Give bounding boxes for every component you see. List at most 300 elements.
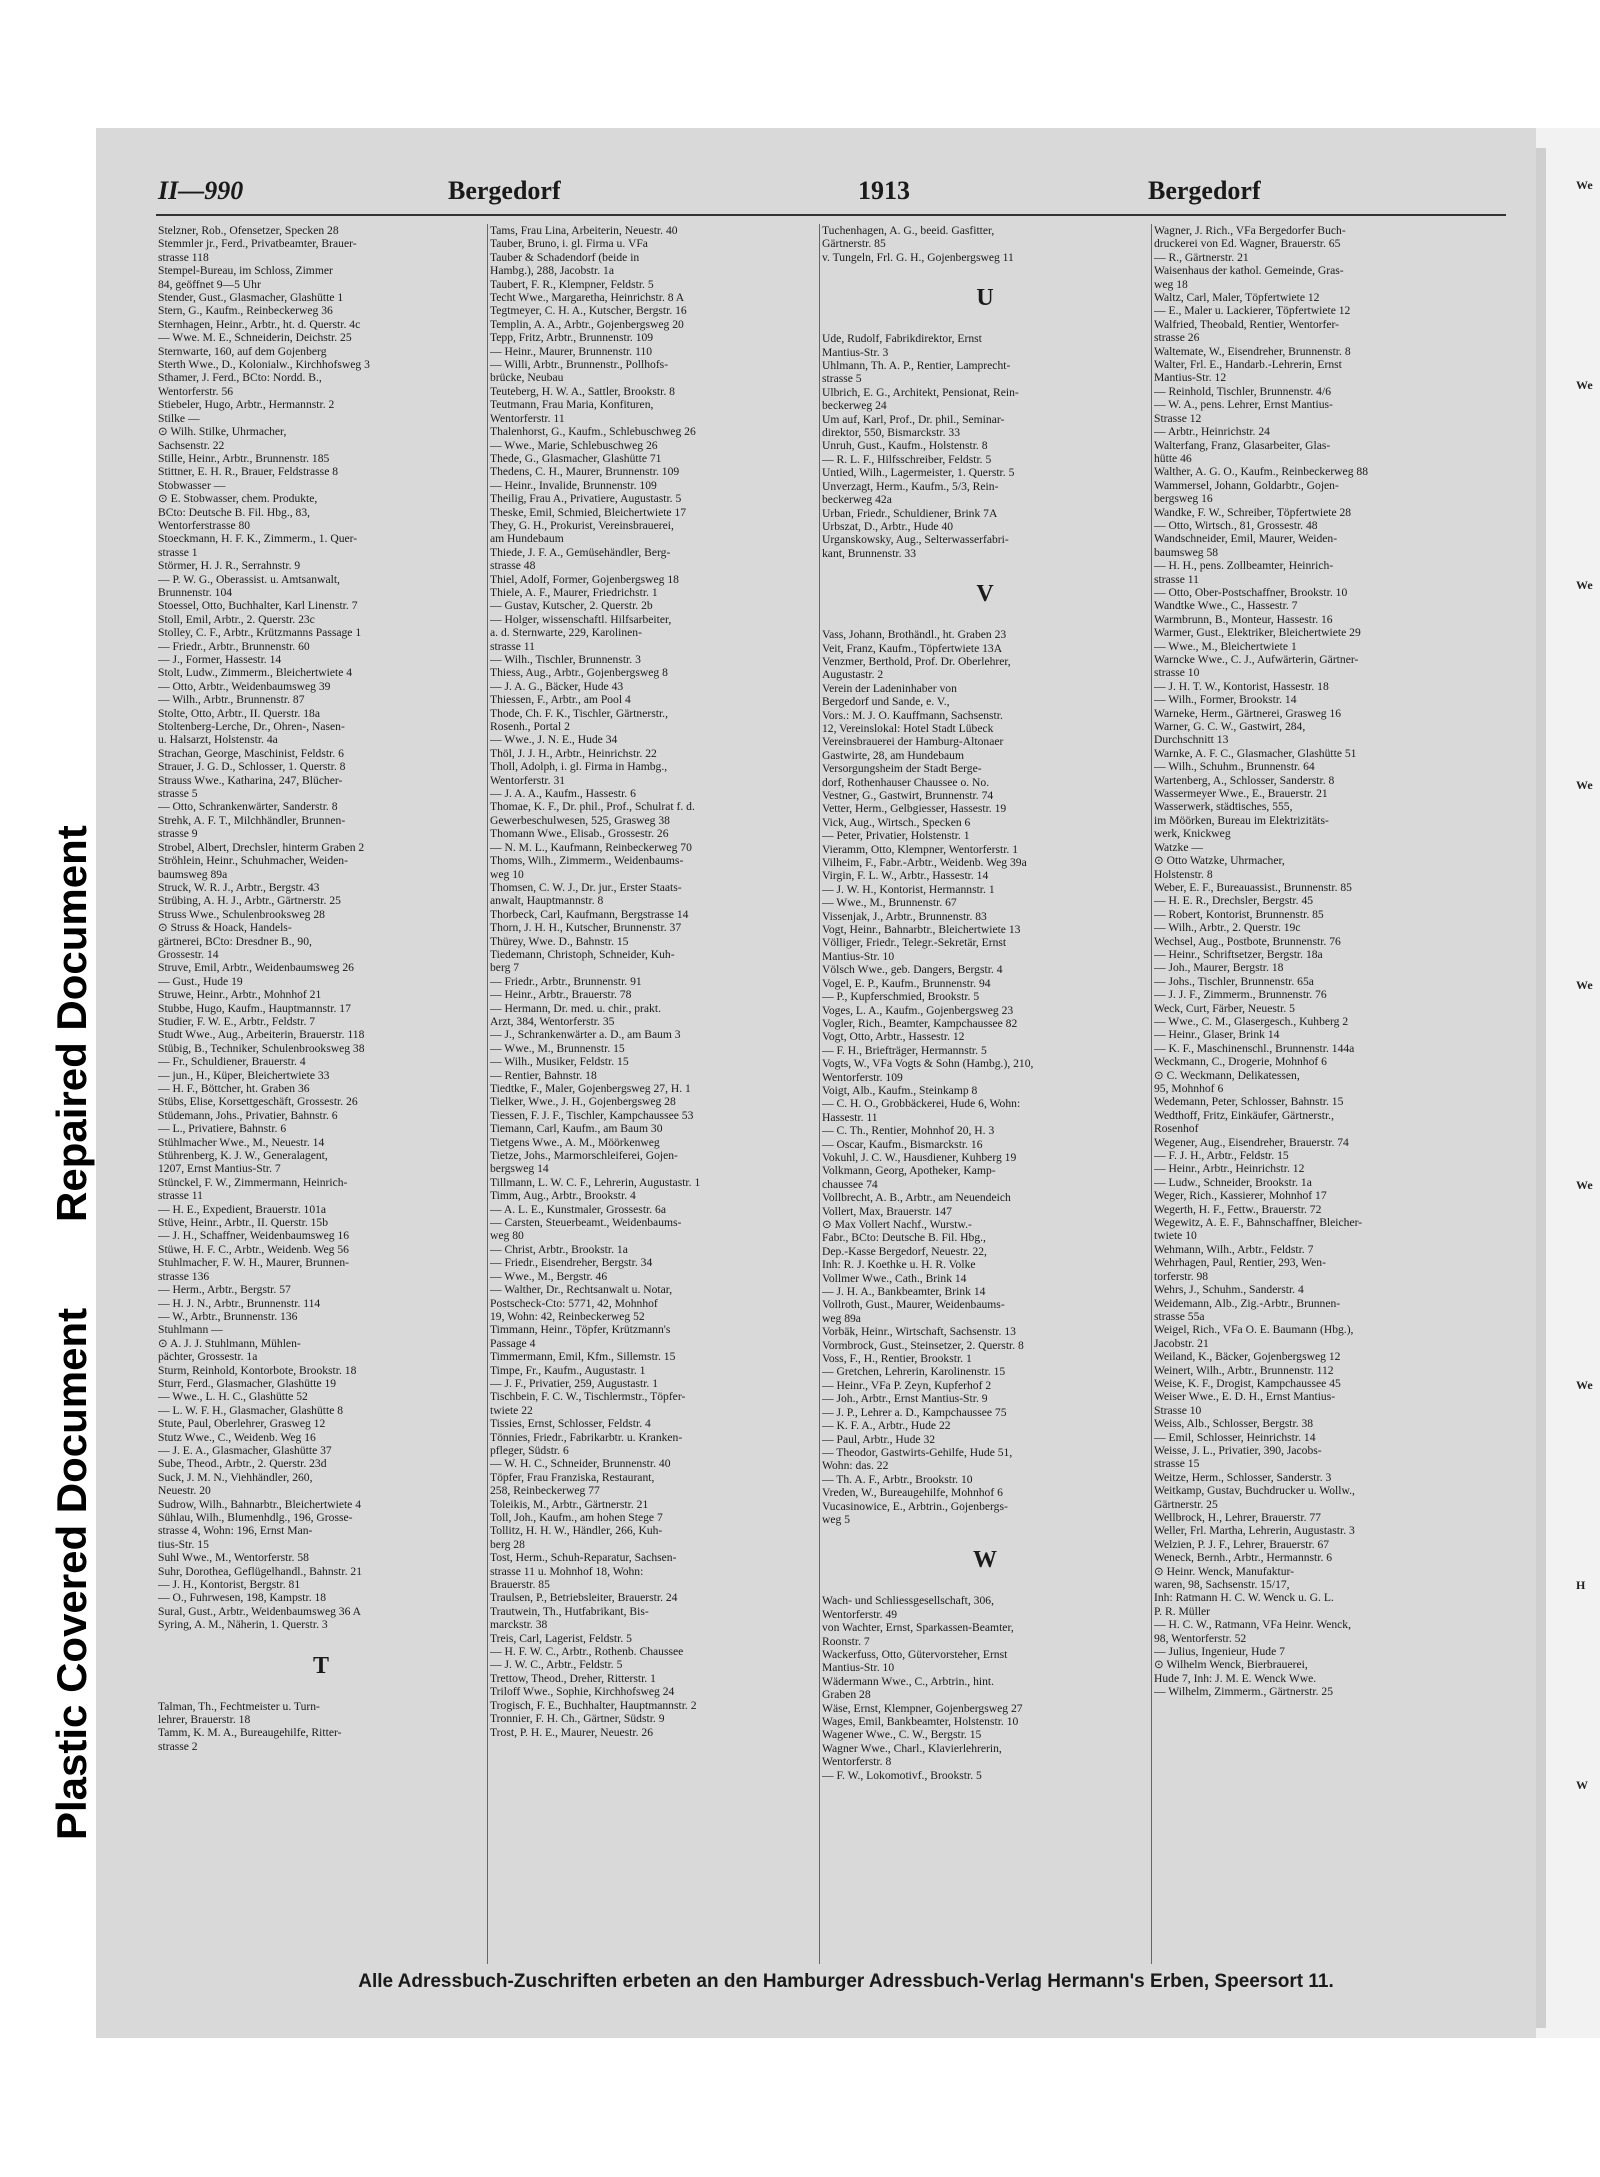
directory-entry: Stoll, Emil, Arbtr., 2. Querstr. 23c — [158, 612, 315, 626]
directory-entry: — Wwe., M., Brunnenstr. 67 — [822, 896, 957, 910]
directory-entry: Holstenstr. 8 — [1154, 867, 1213, 881]
directory-entry: — H. C. W., Ratmann, VFa Heinr. Wenck, — [1154, 1618, 1352, 1632]
directory-entry: Thode, Ch. F. K., Tischler, Gärtnerstr., — [490, 706, 668, 720]
directory-entry: — Heinr., VFa P. Zeyn, Kupferhof 2 — [822, 1378, 992, 1392]
directory-entry: strasse 9 — [158, 827, 198, 841]
directory-entry: Thomann Wwe., Elisab., Grossestr. 26 — [490, 827, 669, 841]
directory-entry: Verein der Ladeninhaber von — [822, 681, 957, 695]
directory-entry: Wäse, Ernst, Klempner, Gojenbergsweg 27 — [822, 1701, 1023, 1715]
directory-entry: Stuhlmann — — [158, 1323, 223, 1337]
directory-entry: kant, Brunnenstr. 33 — [822, 546, 917, 560]
directory-entry: — Joh., Arbtr., Ernst Mantius-Str. 9 — [822, 1392, 988, 1406]
directory-entry: — Wwe., M., Brunnenstr. 15 — [490, 1041, 625, 1055]
adjacent-page-fragment: We — [1576, 1378, 1593, 1392]
directory-entry: Warneke, Herm., Gärtnerei, Grasweg 16 — [1154, 706, 1342, 720]
directory-entry: — Otto, Wirtsch., 81, Grossestr. 48 — [1154, 518, 1318, 532]
directory-entry: — Willi, Arbtr., Brunnenstr., Pollhofs- — [490, 358, 669, 372]
directory-entry: — W. A., pens. Lehrer, Ernst Mantius- — [1154, 398, 1333, 412]
directory-entry: — L. W. F. H., Glasmacher, Glashütte 8 — [158, 1403, 344, 1417]
directory-entry: They, G. H., Prokurist, Vereinsbrauerei, — [490, 518, 674, 532]
directory-entry: Wackerfuss, Otto, Gütervorsteher, Ernst — [822, 1647, 1008, 1661]
directory-entry: Wasserwerk, städtisches, 555, — [1154, 800, 1293, 814]
directory-entry: — Heinr., Maurer, Brunnenstr. 110 — [490, 344, 653, 358]
directory-entry: Vollroth, Gust., Maurer, Weidenbaums- — [822, 1298, 1005, 1312]
directory-entry: strasse 136 — [158, 1269, 210, 1283]
directory-entry: pfleger, Südstr. 6 — [490, 1443, 569, 1457]
directory-entry: weg 18 — [1154, 277, 1188, 291]
directory-entry: Uhlmann, Th. A. P., Rentier, Lamprecht- — [822, 359, 1011, 373]
directory-entry: Wohn: das. 22 — [822, 1459, 889, 1473]
directory-entry: — Ludw., Schneider, Brookstr. 1a — [1154, 1175, 1312, 1189]
directory-entry: Völliger, Friedr., Telegr.-Sekretär, Ernst — [822, 936, 1007, 950]
directory-entry: — Wilh., Arbtr., Brunnenstr. 87 — [158, 693, 305, 707]
directory-entry: — Heinr., Schriftsetzer, Bergstr. 18a — [1154, 947, 1323, 961]
directory-entry: Tronnier, F. H. Ch., Gärtner, Südstr. 9 — [490, 1712, 665, 1726]
directory-entry: Urbszat, D., Arbtr., Hude 40 — [822, 519, 954, 533]
directory-entry: — Wwe., C. M., Glasergesch., Kuhberg 2 — [1154, 1014, 1349, 1028]
directory-entry: Weitkamp, Gustav, Buchdrucker u. Wollw., — [1154, 1484, 1355, 1498]
adjacent-page-fragment: We — [1576, 978, 1593, 992]
directory-entry: — H. H., pens. Zollbeamter, Heinrich- — [1154, 559, 1334, 573]
adjacent-page-fragment: We — [1576, 178, 1593, 192]
page-year: 1913 — [858, 176, 910, 205]
directory-entry: Wegerth, H. F., Fettw., Brauerstr. 72 — [1154, 1202, 1322, 1216]
directory-entry: Grossestr. 14 — [158, 947, 219, 961]
directory-entry: Stübig, B., Techniker, Schulenbrooksweg 38 — [158, 1041, 365, 1055]
directory-entry: Teutmann, Frau Maria, Konfituren, — [490, 398, 654, 412]
directory-entry: Wechsel, Aug., Postbote, Brunnenstr. 76 — [1154, 934, 1341, 948]
directory-entry: — J., Schrankenwärter a. D., am Baum 3 — [490, 1028, 681, 1042]
directory-entry: direktor, 550, Bismarckstr. 33 — [822, 426, 960, 440]
directory-entry: Vissenjak, J., Arbtr., Brunnenstr. 83 — [822, 909, 987, 923]
directory-entry: — K. F., Maschinenschl., Brunnenstr. 144a — [1154, 1041, 1355, 1055]
directory-entry: Weneck, Bernh., Arbtr., Hermannstr. 6 — [1154, 1551, 1333, 1565]
directory-entry: Thomsen, C. W. J., Dr. jur., Erster Staats- — [490, 880, 682, 894]
directory-entry: Stoltenberg-Lerche, Dr., Ohren-, Nasen- — [158, 720, 345, 734]
directory-entry: Virgin, F. L. W., Arbtr., Hassestr. 14 — [822, 869, 989, 883]
directory-entry: Gewerbeschulwesen, 525, Grasweg 38 — [490, 813, 670, 827]
directory-entry: Stoeckmann, H. F. K., Zimmerm., 1. Quer- — [158, 532, 358, 546]
directory-entry: — N. M. L., Kaufmann, Reinbeckerweg 70 — [490, 840, 692, 854]
directory-entry: — F. W., Lokomotivf., Brookstr. 5 — [822, 1768, 982, 1782]
directory-entry: Studt Wwe., Aug., Arbeiterin, Brauerstr. 118 — [158, 1028, 365, 1042]
directory-entry: Vollbrecht, A. B., Arbtr., am Neuendeich — [822, 1191, 1011, 1205]
directory-entry: Stolte, Otto, Arbtr., II. Querstr. 18a — [158, 706, 320, 720]
directory-entry: Sturm, Reinhold, Kontorbote, Brookstr. 18 — [158, 1363, 357, 1377]
directory-entry: — F. J. H., Arbtr., Feldstr. 15 — [1154, 1149, 1289, 1163]
directory-entry: — Th. A. F., Arbtr., Brookstr. 10 — [822, 1472, 973, 1486]
directory-entry: strasse 11 — [158, 1189, 203, 1203]
directory-entry: — Reinhold, Tischler, Brunnenstr. 4/6 — [1154, 384, 1331, 398]
directory-entry: Trettow, Theod., Dreher, Ritterstr. 1 — [490, 1671, 656, 1685]
directory-entry: torferstr. 98 — [1154, 1269, 1209, 1283]
directory-entry: Wedthoff, Fritz, Einkäufer, Gärtnerstr., — [1154, 1108, 1334, 1122]
directory-entry: Thorbeck, Carl, Kaufmann, Bergstrasse 14 — [490, 907, 689, 921]
directory-entry: Vormbrock, Gust., Steinsetzer, 2. Querstr. 8 — [822, 1338, 1024, 1352]
directory-entry: Rosenh., Portal 2 — [490, 720, 570, 734]
directory-entry: Passage 4 — [490, 1336, 536, 1350]
directory-entry: — Paul, Arbtr., Hude 32 — [822, 1432, 936, 1446]
directory-entry: Techt Wwe., Margaretha, Heinrichstr. 8 A — [490, 291, 685, 305]
directory-entry: baumsweg 89a — [158, 867, 228, 881]
directory-entry: Warner, G. C. W., Gastwirt, 284, — [1154, 720, 1306, 734]
directory-entry: Tiemann, Carl, Kaufm., am Baum 30 — [490, 1122, 663, 1136]
directory-entry: Tollitz, H. H. W., Händler, 266, Kuh- — [490, 1524, 663, 1538]
directory-entry: Vereinsbrauerei der Hamburg-Altonaer — [822, 735, 1004, 749]
directory-entry: Strobel, Albert, Drechsler, hinterm Graben 2 — [158, 840, 365, 854]
directory-entry: ⊙ Otto Watzke, Uhrmacher, — [1154, 854, 1285, 868]
directory-entry: 1207, Ernst Mantius-Str. 7 — [158, 1162, 281, 1176]
directory-entry: — Wwe., L. H. C., Glashütte 52 — [158, 1390, 308, 1404]
directory-entry: Wages, Emil, Bankbeamter, Holstenstr. 10 — [822, 1715, 1019, 1728]
directory-entry: Postscheck-Cto: 5771, 42, Mohnhof — [490, 1296, 658, 1310]
directory-entry: — Fr., Schuldiener, Brauerstr. 4 — [158, 1055, 306, 1069]
directory-entry: Gärtnerstr. 85 — [822, 237, 886, 251]
directory-entry: — Gretchen, Lehrerin, Karolinenstr. 15 — [822, 1365, 1006, 1379]
directory-entry: Stüve, Heinr., Arbtr., II. Querstr. 15b — [158, 1216, 329, 1230]
directory-entry: Wagener Wwe., C. W., Bergstr. 15 — [822, 1728, 982, 1742]
directory-entry: Tielker, Wwe., J. H., Gojenbergsweg 28 — [490, 1095, 676, 1109]
directory-entry: waren, 98, Sachsenstr. 15/17, — [1154, 1578, 1290, 1592]
directory-entry: Tillmann, L. W. C. F., Lehrerin, Augustastr. 1 — [490, 1175, 701, 1189]
directory-entry: Mantius-Str. 12 — [1154, 371, 1227, 385]
directory-entry: — J. W. C., Arbtr., Feldstr. 5 — [490, 1658, 623, 1672]
directory-entry: Wartenberg, A., Schlosser, Sanderstr. 8 — [1154, 773, 1335, 787]
directory-entry: Wammersel, Johann, Goldarbtr., Gojen- — [1154, 478, 1339, 492]
directory-entry: Struve, Emil, Arbtr., Weidenbaumsweg 26 — [158, 961, 354, 975]
page-gutter — [1536, 148, 1546, 2028]
directory-entry: Waltz, Carl, Maler, Töpfertwiete 12 — [1154, 291, 1320, 305]
directory-entry: — Hermann, Dr. med. u. chir., prakt. — [490, 1001, 661, 1015]
directory-entry: Vestner, G., Gastwirt, Brunnenstr. 74 — [822, 789, 994, 802]
directory-entry: — J. E. A., Glasmacher, Glashütte 37 — [158, 1443, 332, 1457]
directory-entry: Timmermann, Emil, Kfm., Sillemstr. 15 — [490, 1350, 676, 1364]
directory-entry: strasse 1 — [158, 545, 198, 559]
directory-entry: Tischbein, F. C. W., Tischlermstr., Töpfer- — [490, 1390, 686, 1404]
directory-entry: a. d. Sternwarte, 229, Karolinen- — [490, 626, 642, 640]
directory-entry: Wentorferstr. 31 — [490, 773, 566, 787]
directory-entry: werk, Knickweg — [1154, 827, 1231, 841]
directory-entry: marckstr. 38 — [490, 1618, 548, 1632]
directory-entry: — J. P., Lehrer a. D., Kampchaussee 75 — [822, 1405, 1007, 1419]
directory-entry: — P. W. G., Oberassist. u. Amtsanwalt, — [158, 572, 340, 586]
directory-entry: Volkmann, Georg, Apotheker, Kamp- — [822, 1164, 996, 1178]
directory-entry: Strauer, J. G. D., Schlosser, 1. Querstr. 8 — [158, 760, 346, 774]
directory-entry: Welzien, P. J. F., Lehrer, Brauerstr. 67 — [1154, 1537, 1330, 1551]
directory-entry: Voss, F., H., Rentier, Brookstr. 1 — [822, 1352, 972, 1366]
directory-entry: — Herm., Arbtr., Bergstr. 57 — [158, 1283, 291, 1297]
directory-entry: Thöl, J. J. H., Arbtr., Heinrichstr. 22 — [490, 746, 657, 760]
section-letter: V — [976, 581, 994, 608]
directory-entry: Tuchenhagen, A. G., beeid. Gasfitter, — [822, 224, 995, 237]
adjacent-page-fragment: W — [1576, 1778, 1588, 1792]
directory-entry: Wellbrock, H., Lehrer, Brauerstr. 77 — [1154, 1511, 1321, 1524]
directory-entry: Templin, A. A., Arbtr., Gojenbergsweg 20 — [490, 317, 684, 331]
directory-entry: Suck, J. M. N., Viehhändler, 260, — [158, 1470, 313, 1484]
directory-entry: — C. Th., Rentier, Mohnhof 20, H. 3 — [822, 1124, 995, 1138]
left-running-title: Bergedorf — [448, 176, 561, 205]
directory-entry: ⊙ Wilhelm Wenck, Bierbrauerei, — [1154, 1658, 1308, 1672]
directory-entry: Warncke Wwe., C. J., Aufwärterin, Gärtner- — [1154, 653, 1359, 666]
directory-entry: Wassermeyer Wwe., E., Brauerstr. 21 — [1154, 787, 1328, 801]
directory-entry: Weber, E. F., Bureauassist., Brunnenstr. 85 — [1154, 880, 1352, 894]
section-letter: T — [312, 1652, 329, 1679]
directory-entry: Unverzagt, Herm., Kaufm., 5/3, Rein- — [822, 479, 999, 493]
directory-entry: — W., Arbtr., Brunnenstr. 136 — [158, 1309, 298, 1323]
directory-entry: bergsweg 16 — [1154, 492, 1213, 506]
directory-entry: BCto: Deutsche B. Fil. Hbg., 83, — [158, 505, 311, 519]
directory-entry: strasse 15 — [1154, 1457, 1200, 1471]
directory-entry: — H. J. N., Arbtr., Brunnenstr. 114 — [158, 1296, 321, 1310]
directory-entry: Vokuhl, J. C. W., Hausdiener, Kuhberg 19 — [822, 1150, 1017, 1164]
directory-entry: Tietgens Wwe., A. M., Möörkenweg — [490, 1135, 660, 1149]
directory-entry: strasse 5 — [158, 787, 198, 801]
directory-entry: strasse 26 — [1154, 331, 1200, 345]
directory-entry: — Johs., Tischler, Brunnenstr. 65a — [1154, 974, 1314, 988]
page-footer: Alle Adressbuch-Zuschriften erbeten an den Hamburger Adressbuch-Verlag Hermann's Erben, Speersort 11. — [358, 1971, 1334, 1992]
directory-entry: ⊙ E. Stobwasser, chem. Produkte, — [158, 492, 318, 506]
directory-entry: pächter, Grossestr. 1a — [158, 1350, 258, 1364]
directory-entry: — Peter, Privatier, Holstenstr. 1 — [822, 829, 970, 843]
directory-entry: Tiedemann, Christoph, Schneider, Kuh- — [490, 947, 675, 961]
directory-entry: weg 80 — [490, 1229, 524, 1243]
directory-entry: chaussee 74 — [822, 1177, 878, 1191]
directory-entry: — Wilh., Musiker, Feldstr. 15 — [490, 1055, 629, 1069]
directory-entry: Störmer, H. J. R., Serrahnstr. 9 — [158, 559, 301, 573]
directory-entry: Ströhlein, Heinr., Schuhmacher, Weiden- — [158, 854, 348, 868]
directory-entry: — H. E. R., Drechsler, Bergstr. 45 — [1154, 894, 1314, 908]
directory-entry: Brunnenstr. 104 — [158, 585, 233, 599]
directory-entry: Wagner Wwe., Charl., Klavierlehrerin, — [822, 1741, 1002, 1755]
directory-entry: — Heinr., Glaser, Brink 14 — [1154, 1028, 1280, 1042]
directory-entry: — Holger, wissenschaftl. Hilfsarbeiter, — [490, 612, 672, 626]
directory-entry: — Wilh., Former, Brookstr. 14 — [1154, 693, 1297, 707]
directory-entry: Tissies, Ernst, Schlosser, Feldstr. 4 — [490, 1417, 651, 1431]
directory-entry: Sthamer, J. Ferd., BCto: Nordd. B., — [158, 371, 322, 385]
directory-entry: P. R. Müller — [1154, 1604, 1211, 1618]
directory-entry: Wagner, J. Rich., VFa Bergedorfer Buch- — [1154, 224, 1346, 237]
directory-entry: strasse 11 u. Mohnhof 18, Wohn: — [490, 1564, 644, 1578]
directory-entry: Voigt, Alb., Kaufm., Steinkamp 8 — [822, 1083, 978, 1097]
directory-entry: Studier, F. W. E., Arbtr., Feldstr. 7 — [158, 1014, 316, 1028]
column-divider — [819, 224, 820, 1964]
directory-entry: Trost, P. H. E., Maurer, Neuestr. 26 — [490, 1725, 654, 1739]
directory-entry: Stoessel, Otto, Buchhalter, Karl Linenstr. 7 — [158, 599, 358, 613]
directory-entry: — R., Gärtnerstr. 21 — [1154, 250, 1249, 264]
directory-entry: — Heinr., Arbtr., Brauerstr. 78 — [490, 988, 632, 1002]
directory-entry: — Wilh., Schuhm., Brunnenstr. 64 — [1154, 760, 1315, 774]
directory-entry: Wegener, Aug., Eisendreher, Brauerstr. 74 — [1154, 1135, 1349, 1149]
directory-entry: Warnke, A. F. C., Glasmacher, Glashütte 51 — [1154, 746, 1357, 760]
directory-entry: — J. H., Schaffner, Weidenbaumsweg 16 — [158, 1229, 350, 1243]
directory-entry: beckerweg 42a — [822, 493, 892, 507]
directory-entry: 12, Vereinslokal: Hotel Stadt Lübeck — [822, 721, 994, 735]
directory-entry: — Theodor, Gastwirts-Gehilfe, Hude 51, — [822, 1445, 1013, 1459]
directory-entry: Syring, A. M., Näherin, 1. Querstr. 3 — [158, 1618, 328, 1632]
directory-entry: twiete 10 — [1154, 1229, 1197, 1243]
directory-entry: — Rentier, Bahnstr. 18 — [490, 1068, 597, 1082]
directory-entry: — Wilhelm, Zimmerm., Gärtnerstr. 25 — [1154, 1685, 1333, 1699]
column-divider — [1151, 224, 1152, 1964]
directory-entry: Versorgungsheim der Stadt Berge- — [822, 762, 982, 776]
directory-column-4 — [1154, 224, 1480, 1964]
directory-entry: Völsch Wwe., geb. Dangers, Bergstr. 4 — [822, 963, 1003, 977]
directory-entry: weg 5 — [822, 1512, 851, 1526]
directory-entry: Sudrow, Wilh., Bahnarbtr., Bleichertwiete 4 — [158, 1497, 362, 1511]
directory-entry: strasse 5 — [822, 372, 862, 386]
section-letter: W — [973, 1547, 997, 1574]
directory-entry: Thiele, A. F., Maurer, Friedrichstr. 1 — [490, 585, 658, 599]
directory-entry: Vorbäk, Heinr., Wirtschaft, Sachsenstr. 13 — [822, 1325, 1016, 1339]
directory-entry: Hambg.), 288, Jacobstr. 1a — [490, 264, 614, 278]
directory-entry: Wehrs, J., Schuhm., Sanderstr. 4 — [1154, 1283, 1304, 1297]
directory-entry: Neuestr. 20 — [158, 1484, 211, 1498]
directory-entry: Talman, Th., Fechtmeister u. Turn- — [158, 1699, 320, 1713]
directory-entry: Unruh, Gust., Kaufm., Holstenstr. 8 — [822, 439, 988, 453]
directory-entry: Triloff Wwe., Sophie, Kirchhofsweg 24 — [490, 1685, 675, 1699]
directory-entry: Thiessen, F., Arbtr., am Pool 4 — [490, 693, 631, 707]
directory-entry: Weinert, Wilh., Arbtr., Brunnenstr. 112 — [1154, 1363, 1334, 1377]
directory-entry: Stemmler jr., Ferd., Privatbeamter, Brauer- — [158, 237, 357, 251]
directory-entry: Vass, Johann, Brothändl., ht. Graben 23 — [822, 628, 1007, 642]
directory-entry: Suhl Wwe., M., Wentorferstr. 58 — [158, 1551, 309, 1565]
directory-entry: Augustastr. 2 — [822, 668, 884, 682]
directory-entry: Venzmer, Berthold, Prof. Dr. Oberlehrer, — [822, 654, 1011, 668]
directory-entry: Sternhagen, Heinr., Arbtr., ht. d. Querstr. 4c — [158, 317, 361, 331]
adjacent-page-fragment: We — [1576, 578, 1593, 592]
directory-entry: Wach- und Schliessgesellschaft, 306, — [822, 1594, 994, 1608]
directory-entry: — Wilh., Tischler, Brunnenstr. 3 — [490, 653, 641, 666]
scan-sidebar — [0, 0, 95, 2177]
directory-entry: u. Halsarzt, Holstenstr. 4a — [158, 733, 278, 747]
directory-entry: Strasse 12 — [1154, 411, 1202, 425]
directory-entry: Stiebeler, Hugo, Arbtr., Hermannstr. 2 — [158, 398, 335, 412]
directory-entry: Tepp, Fritz, Arbtr., Brunnenstr. 109 — [490, 331, 654, 345]
directory-entry: Brauerstr. 85 — [490, 1578, 550, 1592]
directory-entry: Tost, Herm., Schuh-Reparatur, Sachsen- — [490, 1551, 677, 1565]
directory-entry: Thede, G., Glasmacher, Glashütte 71 — [490, 451, 662, 465]
directory-entry: — Wwe., M., Bergstr. 46 — [490, 1269, 608, 1283]
directory-entry: Dep.-Kasse Bergedorf, Neuestr. 22, — [822, 1244, 987, 1258]
directory-entry: — E., Maler u. Lackierer, Töpfertwiete 12 — [1154, 304, 1351, 318]
directory-entry: Thiede, J. F. A., Gemüsehändler, Berg- — [490, 545, 671, 559]
directory-entry: — Emil, Schlosser, Heinrichstr. 14 — [1154, 1430, 1316, 1444]
directory-entry: — Julius, Ingenieur, Hude 7 — [1154, 1645, 1285, 1659]
directory-entry: — Wwe., Marie, Schlebuschweg 26 — [490, 438, 658, 452]
directory-entry: ⊙ Wilh. Stilke, Uhrmacher, — [158, 425, 287, 439]
directory-entry: Thalenhorst, G., Kaufm., Schlebuschweg 26 — [490, 425, 696, 439]
directory-entry: Inh: R. J. Koethke u. H. R. Volke — [822, 1258, 976, 1272]
directory-entry: Roonstr. 7 — [822, 1634, 870, 1648]
directory-entry: — J. H. T. W., Kontorist, Hassestr. 18 — [1154, 679, 1329, 693]
directory-column-1 — [158, 224, 484, 1964]
directory-entry: Sühlau, Wilh., Blumenhdlg., 196, Grosse- — [158, 1511, 353, 1524]
directory-entry: dorf, Rothenhauser Chaussee o. No. — [822, 775, 990, 789]
directory-entry: 258, Reinbeckerweg 77 — [490, 1484, 600, 1498]
directory-entry: Stutz Wwe., C., Weidenb. Weg 16 — [158, 1430, 316, 1444]
directory-entry: Stubbe, Hugo, Kaufm., Hauptmannstr. 17 — [158, 1001, 351, 1015]
directory-entry: ⊙ Struss & Hoack, Handels- — [158, 921, 292, 935]
directory-entry: Stuhlmacher, F. W. H., Maurer, Brunnen- — [158, 1256, 350, 1270]
directory-entry: — Friedr., Arbtr., Brunnenstr. 60 — [158, 639, 310, 653]
directory-entry: 98, Wentorferstr. 52 — [1154, 1631, 1247, 1645]
directory-entry: — Christ, Arbtr., Brookstr. 1a — [490, 1242, 628, 1256]
adjacent-page-edge — [1536, 128, 1600, 2038]
directory-entry: Ude, Rudolf, Fabrikdirektor, Ernst — [822, 332, 982, 346]
directory-entry: — J. A. A., Kaufm., Hassestr. 6 — [490, 787, 636, 801]
directory-entry: — R. L. F., Hilfsschreiber, Feldstr. 5 — [822, 452, 992, 466]
directory-entry: Wehmann, Wilh., Arbtr., Feldstr. 7 — [1154, 1242, 1314, 1256]
directory-entry: Walter, Frl. E., Handarb.-Lehrerin, Ernst — [1154, 358, 1342, 372]
directory-entry: Strauss Wwe., Katharina, 247, Blücher- — [158, 773, 343, 787]
directory-entry: anwalt, Hauptmannstr. 8 — [490, 894, 604, 908]
directory-entry: Vick, Aug., Wirtsch., Specken 6 — [822, 815, 971, 829]
directory-entry: Traulsen, P., Betriebsleiter, Brauerstr. 24 — [490, 1591, 678, 1605]
directory-entry: Wentorferstr. 56 — [158, 384, 234, 398]
directory-entry: — jun., H., Küper, Bleichertwiete 33 — [158, 1068, 330, 1082]
directory-entry: strasse 48 — [490, 559, 536, 573]
directory-entry: — Robert, Kontorist, Brunnenstr. 85 — [1154, 907, 1324, 921]
directory-entry: Suhr, Dorothea, Geflügelhandl., Bahnstr. 21 — [158, 1564, 362, 1578]
directory-entry: Wädermann Wwe., C., Arbtrin., hint. — [822, 1674, 995, 1688]
directory-entry: Trogisch, F. E., Buchhalter, Hauptmannstr. 2 — [490, 1698, 697, 1712]
directory-entry: Stern, G., Kaufm., Reinbeckerweg 36 — [158, 304, 333, 318]
directory-entry: Vucasinowice, E., Arbtrin., Gojenbergs- — [822, 1499, 1008, 1513]
directory-entry: Waltemate, W., Eisendreher, Brunnenstr. 8 — [1154, 344, 1351, 358]
directory-entry: Jacobstr. 21 — [1154, 1336, 1209, 1350]
directory-entry: Treis, Carl, Lagerist, Feldstr. 5 — [490, 1631, 632, 1645]
directory-entry: Gärtnerstr. 25 — [1154, 1497, 1218, 1511]
directory-entry: — P., Kupferschmied, Brookstr. 5 — [822, 990, 980, 1004]
directory-entry: Tiedtke, F., Maler, Gojenbergsweg 27, H. 1 — [490, 1082, 691, 1095]
directory-entry: — J. J. F., Zimmerm., Brunnenstr. 76 — [1154, 988, 1327, 1002]
directory-entry: Fabr., BCto: Deutsche B. Fil. Hbg., — [822, 1231, 986, 1245]
directory-entry: Vollmer Wwe., Cath., Brink 14 — [822, 1271, 967, 1285]
directory-entry: — Heinr., Arbtr., Heinrichstr. 12 — [1154, 1162, 1305, 1176]
directory-entry: Tholl, Adolph, i. gl. Firma in Hambg., — [490, 760, 668, 774]
directory-entry: ⊙ Max Vollert Nachf., Wurstw.- — [822, 1218, 972, 1231]
directory-entry: Wentorferstr. 49 — [822, 1607, 898, 1621]
directory-entry: — Heinr., Invalide, Brunnenstr. 109 — [490, 478, 657, 492]
column-divider — [487, 224, 488, 1964]
directory-entry: Graben 28 — [822, 1688, 871, 1702]
directory-entry: Wedemann, Peter, Schlosser, Bahnstr. 15 — [1154, 1095, 1344, 1109]
directory-entry: Veit, Franz, Kaufm., Töpfertwiete 13A — [822, 641, 1003, 655]
directory-entry: Stüwe, H. F. C., Arbtr., Weidenb. Weg 56 — [158, 1242, 349, 1256]
directory-entry: hütte 46 — [1154, 451, 1192, 465]
page-number: II—990 — [158, 176, 244, 205]
directory-entry: Tauber, Bruno, i. gl. Firma u. VFa — [490, 237, 648, 251]
adjacent-page-fragment: H — [1576, 1578, 1586, 1592]
directory-entry: Vogt, Heinr., Bahnarbtr., Bleichertwiete 13 — [822, 923, 1021, 937]
directory-entry: — Friedr., Eisendreher, Bergstr. 34 — [490, 1256, 653, 1270]
repaired-document-label: Repaired Document — [48, 825, 95, 1222]
adjacent-page-fragment: We — [1576, 778, 1593, 792]
directory-entry: Vilheim, F., Fabr.-Arbtr., Weidenb. Weg 39a — [822, 856, 1027, 870]
directory-entry: Strübing, A. H. J., Arbtr., Gärtnerstr. 25 — [158, 894, 341, 908]
directory-entry: — J. H. A., Bankbeamter, Brink 14 — [822, 1285, 986, 1299]
directory-entry: Struck, W. R. J., Arbtr., Bergstr. 43 — [158, 880, 320, 894]
directory-entry: Teuteberg, H. W. A., Sattler, Brookstr. 8 — [490, 384, 675, 398]
directory-entry: Trautwein, Th., Hutfabrikant, Bis- — [490, 1604, 649, 1618]
directory-entry: Weidemann, Alb., Zig.-Arbtr., Brunnen- — [1154, 1296, 1341, 1310]
directory-entry: Wentorferstrasse 80 — [158, 518, 251, 532]
directory-entry: Warmer, Gust., Elektriker, Bleichertwiete 29 — [1154, 626, 1361, 640]
directory-entry: Walther, A. G. O., Kaufm., Reinbeckerweg 88 — [1154, 465, 1368, 479]
directory-entry: Thoms, Wilh., Zimmerm., Weidenbaums- — [490, 854, 684, 868]
directory-entry: — Otto, Schrankenwärter, Sanderstr. 8 — [158, 800, 338, 814]
directory-entry: Struwe, Heinr., Arbtr., Mohnhof 21 — [158, 988, 322, 1002]
